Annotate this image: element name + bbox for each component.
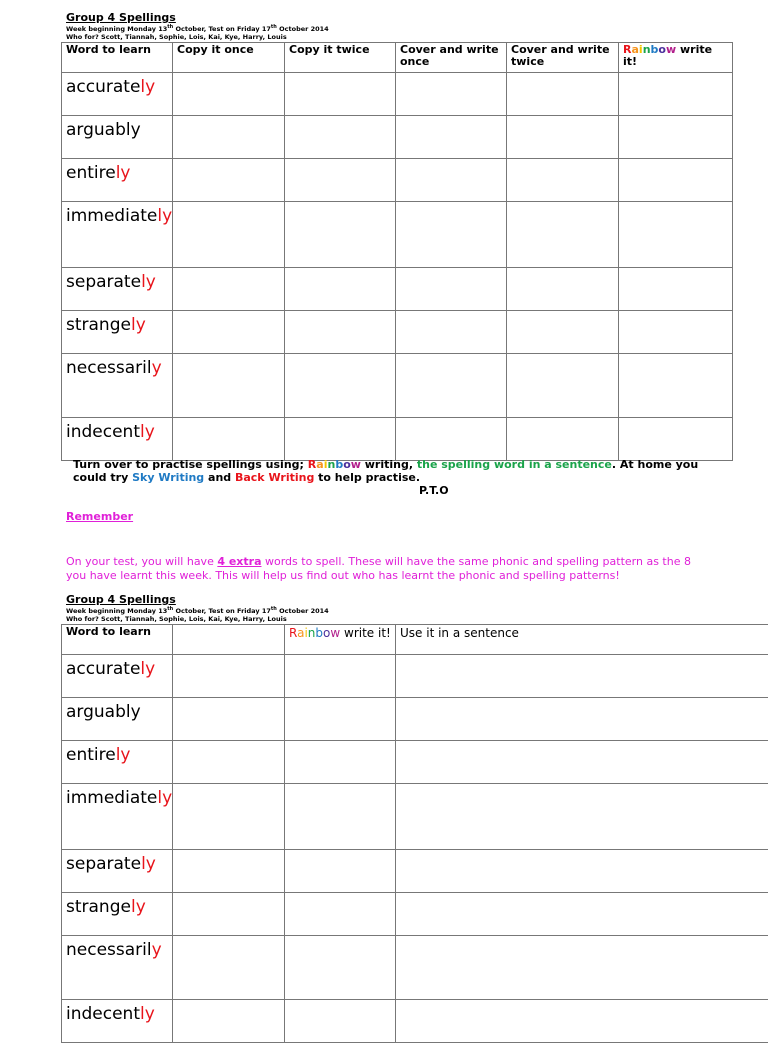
write-cell[interactable]: [285, 202, 396, 268]
write-cell[interactable]: [507, 311, 619, 354]
write-cell[interactable]: [285, 698, 396, 741]
write-cell[interactable]: [173, 936, 285, 1000]
sheet2-title: Group 4 Spellings: [66, 594, 176, 606]
word-row: [62, 354, 733, 418]
write-cell[interactable]: [396, 202, 507, 268]
rainbow-word: Rainbow: [623, 43, 676, 56]
write-cell[interactable]: [285, 936, 396, 1000]
spelling-word: entirely: [62, 741, 173, 784]
header-word-to-learn: Word to learn: [62, 625, 173, 655]
spelling-word: accurately: [62, 655, 173, 698]
rainbow-word: Rainbow: [289, 626, 340, 640]
write-cell[interactable]: [173, 784, 285, 850]
write-cell[interactable]: [507, 116, 619, 159]
header-cover-twice: Cover and write twice: [507, 43, 619, 73]
sheet1-week-line: Week beginning Monday 13th October, Test on Friday 17th October 2014: [66, 25, 329, 33]
write-cell[interactable]: [173, 698, 285, 741]
spelling-grid-2: [61, 624, 768, 1043]
word-row: [62, 159, 733, 202]
spelling-grid-1: [61, 42, 733, 461]
word-row: [62, 698, 768, 741]
write-cell[interactable]: [396, 698, 768, 741]
write-cell[interactable]: [173, 311, 285, 354]
write-cell[interactable]: [173, 116, 285, 159]
write-cell[interactable]: [173, 418, 285, 461]
write-cell[interactable]: [619, 354, 733, 418]
spelling-word: strangely: [62, 893, 173, 936]
write-cell[interactable]: [507, 418, 619, 461]
header-copy-twice: Copy it twice: [285, 43, 396, 73]
header-cover-once: Cover and write once: [396, 43, 507, 73]
write-cell[interactable]: [396, 354, 507, 418]
write-cell[interactable]: [507, 268, 619, 311]
spelling-word: separately: [62, 850, 173, 893]
word-row: [62, 850, 768, 893]
write-cell[interactable]: [285, 850, 396, 893]
spelling-word: necessarily: [62, 354, 173, 418]
write-cell[interactable]: [285, 655, 396, 698]
header-rainbow-write: Rainbow write it!: [619, 43, 733, 73]
sheet2-week-line: Week beginning Monday 13th October, Test on Friday 17th October 2014: [66, 607, 329, 615]
write-cell[interactable]: [619, 418, 733, 461]
write-cell[interactable]: [396, 311, 507, 354]
write-cell[interactable]: [396, 655, 768, 698]
write-cell[interactable]: [173, 1000, 285, 1043]
write-cell[interactable]: [396, 893, 768, 936]
write-cell[interactable]: [173, 655, 285, 698]
write-cell[interactable]: [396, 741, 768, 784]
header-copy-once: Copy it once: [173, 43, 285, 73]
write-cell[interactable]: [396, 1000, 768, 1043]
spelling-word: entirely: [62, 159, 173, 202]
write-cell[interactable]: [285, 268, 396, 311]
write-cell[interactable]: [396, 936, 768, 1000]
write-cell[interactable]: [285, 741, 396, 784]
write-cell[interactable]: [285, 784, 396, 850]
write-cell[interactable]: [173, 268, 285, 311]
write-cell[interactable]: [173, 73, 285, 116]
header-word-to-learn: Word to learn: [62, 43, 173, 73]
spelling-word: arguably: [62, 698, 173, 741]
word-row: [62, 1000, 768, 1043]
write-cell[interactable]: [619, 159, 733, 202]
spelling-word: necessarily: [62, 936, 173, 1000]
write-cell[interactable]: [173, 893, 285, 936]
spelling-word: indecently: [62, 418, 173, 461]
word-row: [62, 655, 768, 698]
write-cell[interactable]: [507, 202, 619, 268]
word-row: [62, 116, 733, 159]
pto-label: P.T.O: [419, 484, 449, 497]
header-rainbow-write: Rainbow write it!: [285, 625, 396, 655]
word-row: [62, 73, 733, 116]
write-cell[interactable]: [507, 159, 619, 202]
write-cell[interactable]: [173, 741, 285, 784]
spelling-word: immediately: [62, 784, 173, 850]
write-cell[interactable]: [285, 418, 396, 461]
write-cell[interactable]: [173, 202, 285, 268]
write-cell[interactable]: [285, 354, 396, 418]
spelling-word: arguably: [62, 116, 173, 159]
word-row: [62, 418, 733, 461]
word-row: [62, 741, 768, 784]
spelling-word: immediately: [62, 202, 173, 268]
header-use-in-sentence: Use it in a sentence: [396, 625, 768, 655]
write-cell[interactable]: [285, 311, 396, 354]
header-row: [62, 43, 733, 73]
write-cell[interactable]: [619, 202, 733, 268]
sheet1-title: Group 4 Spellings: [66, 12, 176, 24]
write-cell[interactable]: [396, 784, 768, 850]
write-cell[interactable]: [285, 116, 396, 159]
write-cell[interactable]: [173, 850, 285, 893]
word-row: [62, 784, 768, 850]
word-row: [62, 311, 733, 354]
write-cell[interactable]: [285, 893, 396, 936]
header-blank: [173, 625, 285, 655]
spelling-word: accurately: [62, 73, 173, 116]
remember-heading: Remember: [66, 510, 133, 523]
write-cell[interactable]: [619, 311, 733, 354]
sheet2-who-line: Who for? Scott, Tiannah, Sophie, Lois, Kai, Kye, Harry, Louis: [66, 615, 287, 623]
write-cell[interactable]: [396, 268, 507, 311]
spelling-word: separately: [62, 268, 173, 311]
header-row: [62, 625, 768, 655]
practise-instructions: Turn over to practise spellings using; Rainbow writing, the spelling word in a sentence. At home you could try Sky Writing and Back Writing to help practise.: [73, 458, 753, 484]
write-cell[interactable]: [396, 418, 507, 461]
sheet1-who-line: Who for? Scott, Tiannah, Sophie, Lois, Kai, Kye, Harry, Louis: [66, 33, 287, 41]
write-cell[interactable]: [396, 159, 507, 202]
word-row: [62, 936, 768, 1000]
write-cell[interactable]: [285, 159, 396, 202]
spelling-word: indecently: [62, 1000, 173, 1043]
write-cell[interactable]: [507, 73, 619, 116]
write-cell[interactable]: [285, 1000, 396, 1043]
write-cell[interactable]: [285, 73, 396, 116]
write-cell[interactable]: [173, 159, 285, 202]
rainbow-word: Rainbow: [308, 458, 361, 471]
word-row: [62, 202, 733, 268]
word-row: [62, 268, 733, 311]
write-cell[interactable]: [396, 116, 507, 159]
word-row: [62, 893, 768, 936]
write-cell[interactable]: [619, 116, 733, 159]
spelling-word: strangely: [62, 311, 173, 354]
write-cell[interactable]: [173, 354, 285, 418]
remember-note: On your test, you will have 4 extra words to spell. These will have the same phonic and spelling pattern as the 8 you have learnt this week. This will help us find out who has learnt the phonic and spelling patterns!: [66, 555, 766, 583]
write-cell[interactable]: [507, 354, 619, 418]
write-cell[interactable]: [396, 850, 768, 893]
write-cell[interactable]: [396, 73, 507, 116]
write-cell[interactable]: [619, 268, 733, 311]
write-cell[interactable]: [619, 73, 733, 116]
